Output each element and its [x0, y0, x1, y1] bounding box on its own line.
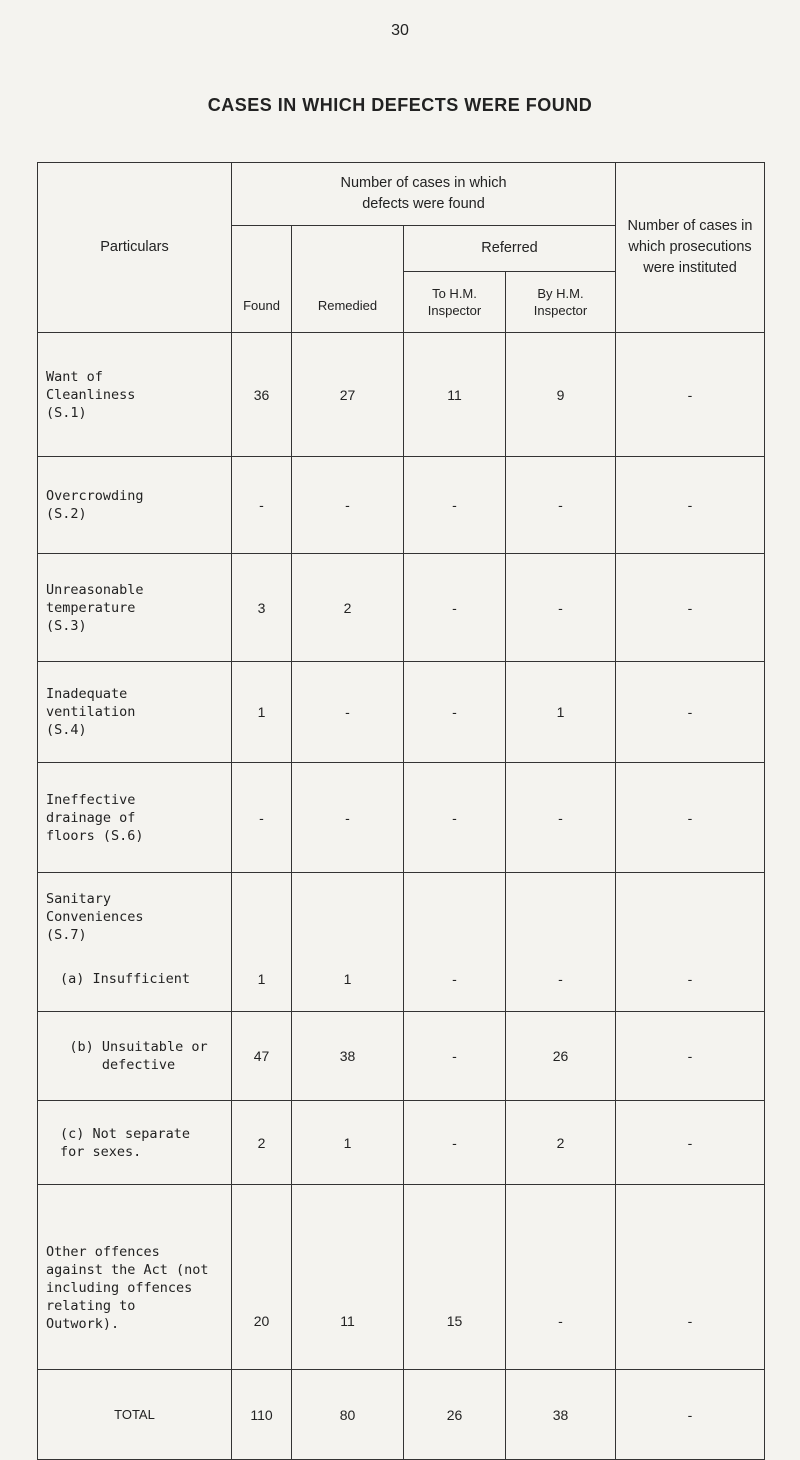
particulars-header: Particulars [38, 163, 232, 333]
referred-header: Referred [404, 226, 616, 272]
row-label: (b) Unsuitable or defective [38, 1012, 232, 1101]
found-cell: 1 [232, 662, 292, 763]
total-to-inspector-cell: 26 [404, 1370, 506, 1460]
remedied-cell: 2 [292, 554, 404, 662]
total-remedied-cell: 80 [292, 1370, 404, 1460]
prosecutions-cell: - [616, 948, 765, 1012]
row-label: Other offences against the Act (not including offences relating to Outwork). [38, 1185, 232, 1370]
total-prosecutions-cell: - [616, 1370, 765, 1460]
empty-cell [292, 873, 404, 948]
to-inspector-header: To H.M. Inspector [404, 272, 506, 333]
table-row [38, 662, 765, 763]
header-row-1 [38, 163, 765, 226]
by-inspector-cell: - [506, 457, 616, 554]
table-row [38, 1185, 765, 1370]
prosecutions-header: Number of cases in which prosecutions were instituted [616, 163, 765, 333]
found-cell: 2 [232, 1101, 292, 1185]
page-number: 30 [391, 22, 409, 39]
row-label: (a) Insufficient [38, 948, 232, 1012]
by-inspector-cell: - [506, 763, 616, 873]
cases-group-header: Number of cases in which defects were found [232, 163, 616, 226]
to-inspector-cell: - [404, 1012, 506, 1101]
empty-cell [506, 873, 616, 948]
table-row [38, 763, 765, 873]
defects-table [37, 162, 765, 1460]
to-inspector-cell: - [404, 948, 506, 1012]
empty-cell [232, 873, 292, 948]
by-inspector-header: By H.M. Inspector [506, 272, 616, 333]
to-inspector-cell: - [404, 457, 506, 554]
prosecutions-cell: - [616, 1185, 765, 1370]
row-label: Overcrowding (S.2) [38, 457, 232, 554]
total-by-inspector-cell: 38 [506, 1370, 616, 1460]
total-row [38, 1370, 765, 1460]
remedied-cell: 11 [292, 1185, 404, 1370]
remedied-cell: - [292, 763, 404, 873]
remedied-cell: 38 [292, 1012, 404, 1101]
table-row [38, 1012, 765, 1101]
remedied-cell: 1 [292, 1101, 404, 1185]
table-row [38, 457, 765, 554]
to-inspector-cell: - [404, 662, 506, 763]
prosecutions-cell: - [616, 554, 765, 662]
to-inspector-cell: - [404, 1101, 506, 1185]
table-row [38, 1101, 765, 1185]
by-inspector-cell: - [506, 1185, 616, 1370]
total-found-cell: 110 [232, 1370, 292, 1460]
found-header: Found [232, 226, 292, 333]
remedied-cell: - [292, 457, 404, 554]
table-row-section [38, 873, 765, 948]
table-row [38, 948, 765, 1012]
found-cell: 3 [232, 554, 292, 662]
found-cell: 47 [232, 1012, 292, 1101]
empty-cell [616, 873, 765, 948]
found-cell: - [232, 457, 292, 554]
row-label: Want of Cleanliness (S.1) [38, 333, 232, 457]
sanitary-heading: Sanitary Conveniences (S.7) [38, 873, 232, 948]
prosecutions-cell: - [616, 1101, 765, 1185]
to-inspector-cell: - [404, 554, 506, 662]
by-inspector-cell: 26 [506, 1012, 616, 1101]
found-cell: 1 [232, 948, 292, 1012]
row-label: Unreasonable temperature (S.3) [38, 554, 232, 662]
remedied-cell: - [292, 662, 404, 763]
prosecutions-cell: - [616, 333, 765, 457]
found-cell: - [232, 763, 292, 873]
total-label: TOTAL [38, 1370, 232, 1460]
to-inspector-cell: 11 [404, 333, 506, 457]
prosecutions-cell: - [616, 662, 765, 763]
remedied-header: Remedied [292, 226, 404, 333]
prosecutions-cell: - [616, 1012, 765, 1101]
row-label: Ineffective drainage of floors (S.6) [38, 763, 232, 873]
by-inspector-cell: 1 [506, 662, 616, 763]
found-cell: 20 [232, 1185, 292, 1370]
table-row [38, 333, 765, 457]
prosecutions-cell: - [616, 763, 765, 873]
by-inspector-cell: 2 [506, 1101, 616, 1185]
table-row [38, 554, 765, 662]
to-inspector-cell: - [404, 763, 506, 873]
row-label: Inadequate ventilation (S.4) [38, 662, 232, 763]
prosecutions-cell: - [616, 457, 765, 554]
remedied-cell: 1 [292, 948, 404, 1012]
found-cell: 36 [232, 333, 292, 457]
remedied-cell: 27 [292, 333, 404, 457]
page-title: CASES IN WHICH DEFECTS WERE FOUND [207, 95, 593, 115]
row-label: (c) Not separate for sexes. [38, 1101, 232, 1185]
empty-cell [404, 873, 506, 948]
by-inspector-cell: - [506, 948, 616, 1012]
to-inspector-cell: 15 [404, 1185, 506, 1370]
by-inspector-cell: 9 [506, 333, 616, 457]
by-inspector-cell: - [506, 554, 616, 662]
